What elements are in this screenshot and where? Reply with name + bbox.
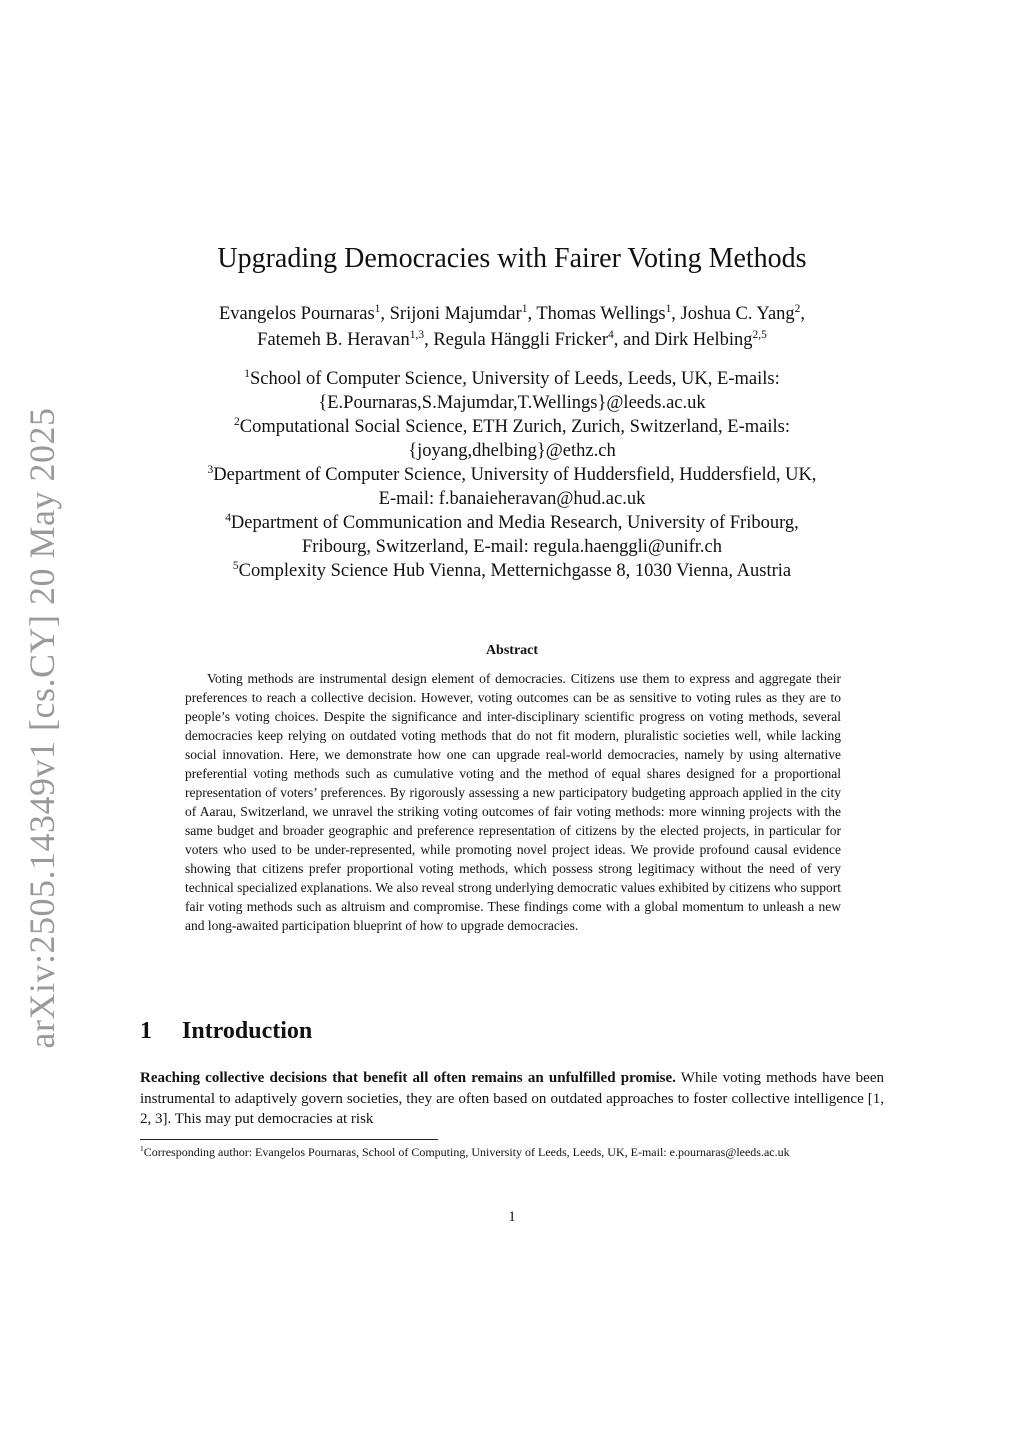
author-name: Thomas Wellings bbox=[536, 304, 666, 324]
author-name: Fatemeh B. Heravan bbox=[257, 330, 410, 350]
author-separator: , bbox=[380, 304, 390, 324]
affiliation-line bbox=[120, 463, 904, 487]
section-title: Introduction bbox=[182, 1018, 313, 1044]
footnote-text: Corresponding author: Evangelos Pournaras, School of Computing, University of Leeds, Leeds, UK, E-mail: e.pournaras@leeds.ac.uk bbox=[143, 1145, 790, 1159]
affiliation-mark: 2 bbox=[234, 415, 240, 428]
abstract-text: Voting methods are instrumental design element of democracies. Citizens use them to express and aggregate their preferences to reach a collective decision. However, voting outcomes can be as sensitive to voting rules as they are to people’s voting choices. Despite the significance and inter-disciplinary scientific progress on voting methods, several democracies keep relying on outdated voting methods that do not fit modern, pluralistic societies well, while lacking social innovation. Here, we demonstrate how one can upgrade real-world democracies, namely by using alternative preferential voting methods such as cumulative voting and the method of equal shares designed for a proportional representation of voters’ preferences. By rigorously assessing a new participatory budgeting approach applied in the city of Aarau, Switzerland, we unravel the striking voting outcomes of fair voting methods: more winning projects with the same budget and broader geographic and preference representation of citizens by the elected projects, in particular for voters who used to be under-represented, while promoting novel project ideas. We provide profound causal evidence showing that citizens prefer proportional voting methods, which possess strong legitimacy without the need of very technical specialized explanations. We also reveal strong underlying democratic values exhibited by citizens who support fair voting methods such as altruism and compromise. These findings come with a global momentum to unleash a new and long-awaited participation blueprint of how to upgrade democracies. bbox=[185, 671, 841, 933]
affiliation-mark: 1 bbox=[244, 367, 251, 380]
footnote bbox=[140, 1144, 884, 1161]
affiliation-line bbox=[120, 415, 904, 439]
author-name: Evangelos Pournaras bbox=[218, 304, 375, 324]
affiliation-line bbox=[120, 367, 904, 391]
affiliation-text: Complexity Science Hub Vienna, Metternichgasse 8, 1030 Vienna, Austria bbox=[238, 561, 792, 581]
footnote-mark: 1 bbox=[140, 1144, 144, 1153]
affiliation-mark: 5 bbox=[232, 559, 239, 572]
author-separator: , bbox=[671, 304, 681, 324]
affiliation-emails: {E.Pournaras,S.Majumdar,T.Wellings}@leeds.ac.uk bbox=[318, 393, 706, 413]
affiliation-text: Computational Social Science, ETH Zurich, Zurich, Switzerland, E-mails: bbox=[239, 417, 790, 437]
author-line-1 bbox=[130, 301, 894, 327]
author-name: Dirk Helbing bbox=[654, 330, 753, 350]
affiliation-line bbox=[120, 511, 904, 535]
author-separator: , bbox=[800, 304, 806, 324]
section-number: 1 bbox=[140, 1018, 152, 1044]
paper-title: Upgrading Democracies with Fairer Voting Methods bbox=[217, 243, 807, 274]
affiliation-text: Department of Computer Science, University of Huddersfield, Huddersfield, UK, bbox=[213, 465, 817, 485]
author-name: Joshua C. Yang bbox=[680, 304, 795, 324]
page-number: 1 bbox=[508, 1209, 516, 1225]
affiliation-mark: 3 bbox=[207, 463, 214, 476]
affiliation-emails: {joyang,dhelbing}@ethz.ch bbox=[408, 441, 616, 461]
intro-text: While voting methods have been instrumental to adaptively govern societies, they are often based on outdated approaches to foster collective intelligence [1, 2, 3]. This may put democracies at risk bbox=[140, 1070, 884, 1127]
affiliation-list bbox=[120, 367, 904, 583]
affiliation-text: School of Computer Science, University of Leeds, Leeds, UK, E-mails: bbox=[250, 369, 780, 389]
author-affil-mark: 1,3 bbox=[409, 328, 425, 341]
affiliation-emails: E-mail: f.banaieheravan@hud.ac.uk bbox=[378, 489, 646, 509]
footnote-rule bbox=[140, 1139, 438, 1140]
author-separator: , bbox=[527, 304, 537, 324]
author-affil-mark: 2,5 bbox=[752, 328, 767, 341]
author-affil-mark: 4 bbox=[608, 328, 614, 341]
author-separator: , and bbox=[613, 330, 655, 350]
author-list bbox=[130, 301, 894, 353]
affiliation-line bbox=[120, 559, 904, 583]
author-affil-mark: 1 bbox=[374, 302, 381, 315]
arxiv-identifier: arXiv:2505.14349v1 [cs.CY] 20 May 2025 bbox=[22, 407, 62, 1049]
author-name: Srijoni Majumdar bbox=[389, 304, 522, 324]
author-affil-mark: 1 bbox=[665, 302, 672, 315]
abstract-heading: Abstract bbox=[485, 643, 539, 658]
intro-lead-bold: Reaching collective decisions that benefit all often remains an unfulfilled promise. bbox=[140, 1070, 676, 1086]
affiliation-mark: 4 bbox=[225, 511, 231, 524]
affiliation-emails: Fribourg, Switzerland, E-mail: regula.haenggli@unifr.ch bbox=[302, 537, 722, 557]
author-affil-mark: 1 bbox=[521, 302, 528, 315]
author-separator: , bbox=[424, 330, 434, 350]
author-affil-mark: 2 bbox=[794, 302, 801, 315]
section-heading bbox=[140, 1018, 312, 1045]
author-name: Regula Hänggli Fricker bbox=[433, 330, 609, 350]
intro-paragraph bbox=[140, 1068, 884, 1130]
affiliation-text: Department of Communication and Media Research, University of Fribourg, bbox=[230, 513, 799, 533]
author-line-2 bbox=[130, 327, 894, 353]
